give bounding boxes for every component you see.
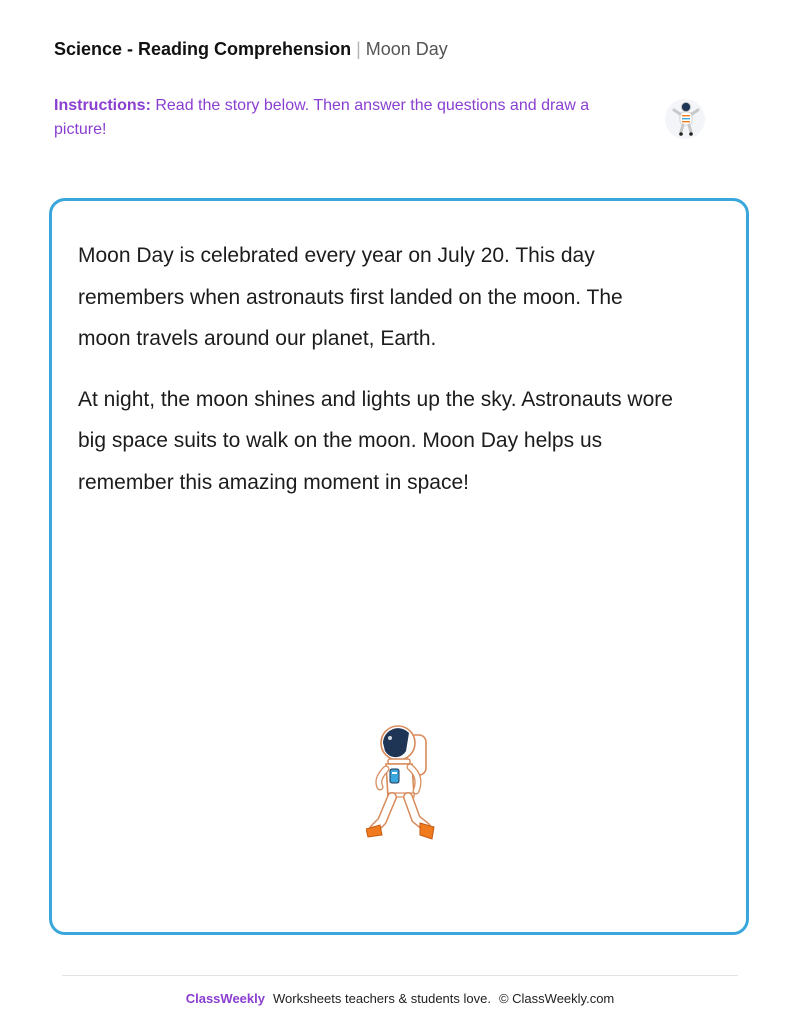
- story-paragraph-1: Moon Day is celebrated every year on July 20. This day remembers when astronauts first landed on the moon. The moon travels around our planet, Earth.: [78, 244, 623, 350]
- instructions-text: Read the story below. Then answer the questions and draw a picture!: [54, 97, 590, 138]
- walking-astronaut-icon: [366, 721, 450, 847]
- footer-tagline: Worksheets teachers & students love.: [272, 991, 491, 1006]
- story-text: [78, 235, 678, 522]
- instructions-label: Instructions:: [54, 97, 151, 114]
- footer-brand: ClassWeekly: [185, 991, 265, 1006]
- header-separator: |: [356, 39, 361, 59]
- story-paragraph-2: At night, the moon shines and lights up the sky. Astronauts wore big space suits to walk on the moon. Moon Day helps us remember this amazing moment in space!: [78, 387, 673, 494]
- footer: [0, 990, 800, 1008]
- instructions: [54, 94, 614, 142]
- story-box: [49, 198, 749, 935]
- subject-title: Science - Reading Comprehension: [54, 39, 352, 59]
- footer-divider: [62, 975, 738, 976]
- worksheet-header: [54, 38, 448, 60]
- floating-astronaut-icon: [660, 96, 710, 146]
- footer-copyright: © ClassWeekly.com: [498, 991, 615, 1006]
- topic-title: Moon Day: [365, 39, 448, 59]
